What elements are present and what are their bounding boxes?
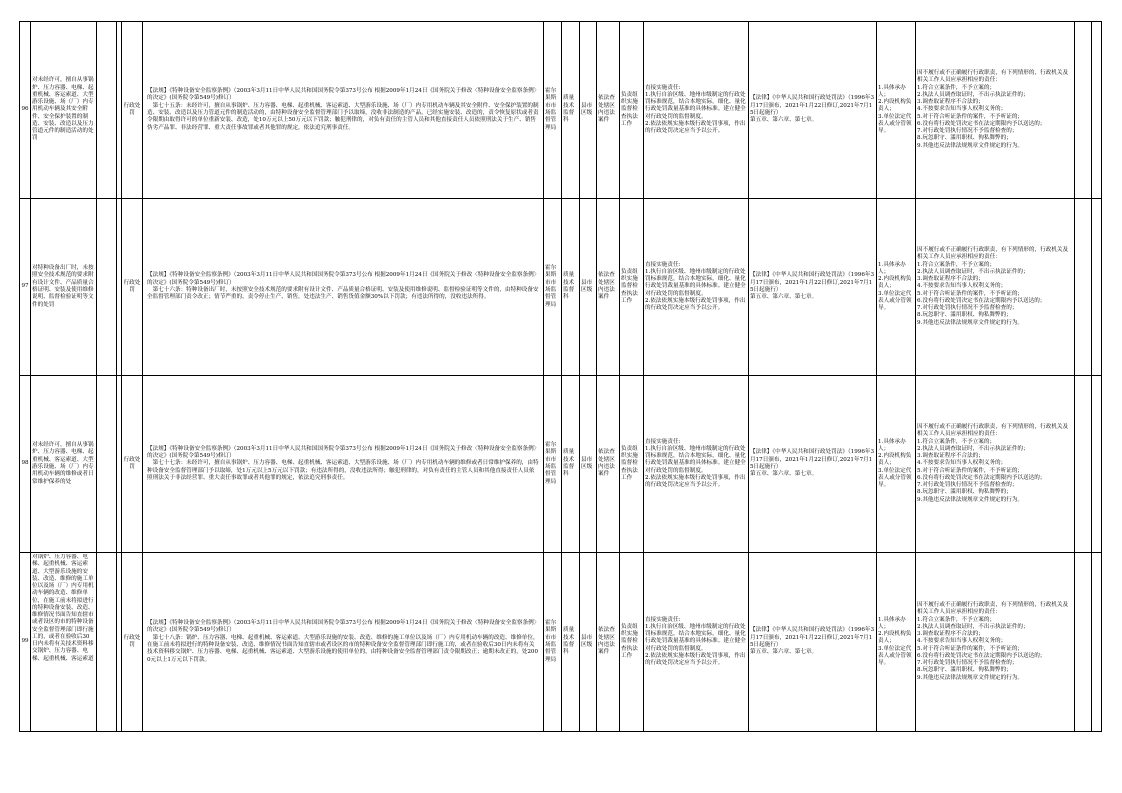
responsible-subjects: 1.具体承办人； 2.内设机构负责人； 3.单位法定代表人或分管领导。 xyxy=(877,22,916,199)
empty-cell xyxy=(1092,553,1102,732)
responsibility-items: 直接实施责任: 1.执行自治区级、地州市级制定的行政处罚标准规范，结合本地实际，细化、量化行政处罚裁量基准的具体标准。建立健全对行政处罚的监督制度。 2.依法依规实施本级行政处罚事项，作出的行政处罚决定应当予以公开。 xyxy=(644,22,749,199)
penalty-item-name: 对特种设备出厂时，未按照安全技术规范的要求附有设计文件、产品质量合格证明、安装及使用维修说明、监督检验证明等文件的处罚 xyxy=(31,199,97,376)
row-number: 96 xyxy=(20,22,31,199)
table-row xyxy=(20,553,1102,732)
responsible-subjects: 1.具体承办人； 2.内设机构负责人； 3.单位法定代表人或分管领导。 xyxy=(877,199,916,376)
empty-cell xyxy=(1075,376,1092,553)
jurisdiction-scope: 依法查处辖区内违法案件 xyxy=(597,553,620,732)
duty-description: 负责组织实施监督检查执法工作 xyxy=(620,376,644,553)
legal-basis: 【法规】《特种设备安全监察条例》（2003年3月11日中华人民共和国国务院令第373号公布 根据2009年1月24日《国务院关于修改〈特种设备安全监察条例〉的决定》(国务院令第549号)修订） 第七十七条：未经许可，擅自从事锅炉、压力容器、电梯、起重机械、客运索道、大型游乐设施、场（厂）内专用机动车辆的维修或者日常维护保养的，由特种设备安全监督管理部门予以取缔，处1万元以上5万元以下罚款；有违法所得的，没收违法所得；触犯刑律的，对负有责任的主管人员和其他直接责任人员依照刑法关于非法经营罪、重大责任事故罪或者其他罪的规定，依法追究刑事责任。 xyxy=(143,376,544,553)
responsibility-items: 直接实施责任: 1.执行自治区级、地州市级制定的行政处罚标准规范，结合本地实际，细化、量化行政处罚裁量基准的具体标准。建立健全对行政处罚的监督制度。 2.依法依规实施本级行政处罚事项，作出的行政处罚决定应当予以公开。 xyxy=(644,553,749,732)
jurisdiction-scope: 依法查处辖区内违法案件 xyxy=(597,376,620,553)
duty-description: 负责组织实施监督检查执法工作 xyxy=(620,199,644,376)
implementing-department: 霍尔果斯市市场监督管理局 xyxy=(544,376,562,553)
responsible-subjects: 1.具体承办人； 2.内设机构负责人； 3.单位法定代表人或分管领导。 xyxy=(877,553,916,732)
power-type: 行政处罚 xyxy=(122,553,143,732)
row-number: 97 xyxy=(20,199,31,376)
responsible-office: 质量技术监督科 xyxy=(562,553,580,732)
accountability-circumstances: 因不履行或不正确履行行政职责，有下列情形的，行政机关及相关工作人员应承担相应的责任： 1.符合立案条件，不予立案的； 2.执法人员调查取证时，不出示执法证件的； 3.调查取证程序不合法的； 4.不按要求告知当事人权利义务的； 5.对于符合听证条件的案件，不予听证的； 6.没有将行政处罚决定书在法定期限内予以送达的； 7.对行政处罚执行情况不予监督检查的； 8.玩忽职守、滥用职权、徇私舞弊的； 9.其他违反法律法规规章文件规定的行为。 xyxy=(916,376,1075,553)
responsible-office: 质量技术监督科 xyxy=(562,376,580,553)
responsible-office: 质量技术监督科 xyxy=(562,199,580,376)
responsibility-items: 直接实施责任: 1.执行自治区级、地州市级制定的行政处罚标准规范，结合本地实际，细化、量化行政处罚裁量基准的具体标准。建立健全对行政处罚的监督制度。 2.依法依规实施本级行政处罚事项，作出的行政处罚决定应当予以公开。 xyxy=(644,199,749,376)
empty-cell xyxy=(97,199,117,376)
row-number: 98 xyxy=(20,376,31,553)
responsibility-items: 直接实施责任: 1.执行自治区级、地州市级制定的行政处罚标准规范，结合本地实际，细化、量化行政处罚裁量基准的具体标准。建立健全对行政处罚的监督制度。 2.依法依规实施本级行政处罚事项，作出的行政处罚决定应当予以公开。 xyxy=(644,376,749,553)
empty-cell xyxy=(1092,199,1102,376)
table-row xyxy=(20,22,1102,199)
accountability-law: 【法律】《中华人民共和国行政处罚法》（1996年3月17日颁布，2021年1月22日修订,2021年7月15日起施行） 第五章、第六章、第七章。 xyxy=(749,376,877,553)
duty-description: 负责组织实施监督检查执法工作 xyxy=(620,22,644,199)
legal-basis: 【法规】《特种设备安全监察条例》（2003年3月11日中华人民共和国国务院令第373号公布 根据2009年1月24日《国务院关于修改〈特种设备安全监察条例〉的决定》(国务院令第549号)修订） 第七十八条：锅炉、压力容器、电梯、起重机械、客运索道、大型游乐设施的安装、改造、维修的施工单位以及场（厂）内专用机动车辆的改造、维修单位，在施工前未将拟进行的特种设备安装、改造、维修情况书面告知直辖市或者设区的市的特种设备安全监督管理部门即行施工的，或者在验收后30日内未将有关技术资料移交锅炉、压力容器、电梯、起重机械、客运索道、大型游乐设施的使用单位的，由特种设备安全监督管理部门责令限期改正；逾期未改正的，处2000元以上1万元以下罚款。 xyxy=(143,553,544,732)
implementing-department: 霍尔果斯市市场监督管理局 xyxy=(544,553,562,732)
administrative-level: 县市区级 xyxy=(580,22,597,199)
row-number: 99 xyxy=(20,553,31,732)
empty-cell xyxy=(1075,553,1092,732)
accountability-circumstances: 因不履行或不正确履行行政职责，有下列情形的，行政机关及相关工作人员应承担相应的责任： 1.符合立案条件，不予立案的； 2.执法人员调查取证时，不出示执法证件的； 3.调查取证程序不合法的； 4.不按要求告知当事人权利义务的； 5.对于符合听证条件的案件，不予听证的； 6.没有将行政处罚决定书在法定期限内予以送达的； 7.对行政处罚执行情况不予监督检查的； 8.玩忽职守、滥用职权、徇私舞弊的； 9.其他违反法律法规规章文件规定的行为。 xyxy=(916,199,1075,376)
power-type: 行政处罚 xyxy=(122,376,143,553)
administrative-level: 县市区级 xyxy=(580,199,597,376)
penalty-item-name: 对未经许可，擅自从事锅炉、压力容器、电梯、起重机械、客运索道、大型游乐设施、场（厂）内专用机动车辆的维修或者日常维护保养的处 xyxy=(31,376,97,553)
responsible-subjects: 1.具体承办人； 2.内设机构负责人； 3.单位法定代表人或分管领导。 xyxy=(877,376,916,553)
administrative-level: 县市区级 xyxy=(580,376,597,553)
implementing-department: 霍尔果斯市市场监督管理局 xyxy=(544,22,562,199)
table-row xyxy=(20,376,1102,553)
empty-cell xyxy=(1075,22,1092,199)
power-type: 行政处罚 xyxy=(122,199,143,376)
jurisdiction-scope: 依法查处辖区内违法案件 xyxy=(597,199,620,376)
empty-cell xyxy=(1092,376,1102,553)
legal-basis: 【法规】《特种设备安全监察条例》（2003年3月11日中华人民共和国国务院令第373号公布 根据2009年1月24日《国务院关于修改〈特种设备安全监察条例〉的决定》(国务院令第549号)修订） 第七十六条：特种设备出厂时，未按照安全技术规范的要求附有设计文件、产品质量合格证明、安装及使用维修说明、监督检验证明等文件的，由特种设备安全监督管理部门责令改正；情节严重的，责令停止生产、销售，处违法生产、销售货值金额30%以下罚款；有违法所得的，没收违法所得。 xyxy=(143,199,544,376)
accountability-circumstances: 因不履行或不正确履行行政职责，有下列情形的，行政机关及相关工作人员应承担相应的责任： 1.符合立案条件，不予立案的； 2.执法人员调查取证时，不出示执法证件的； 3.调查取证程序不合法的； 4.不按要求告知当事人权利义务的； 5.对于符合听证条件的案件，不予听证的； 6.没有将行政处罚决定书在法定期限内予以送达的； 7.对行政处罚执行情况不予监督检查的； 8.玩忽职守、滥用职权、徇私舞弊的； 9.其他违反法律法规规章文件规定的行为。 xyxy=(916,22,1075,199)
empty-cell xyxy=(97,553,117,732)
penalty-item-name: 对锅炉、压力容器、电梯、起重机械、客运索道、大型游乐设施的安装、改造、维修的施工单位以及场（厂）内专用机动车辆的改造、维修单位，在施工前未将拟进行的特种设备安装、改造、维修情况书面告知直辖市或者设区的市的特种设备安全监督管理部门即行施工的，或者在验收后30日内未将有关技术资料移交锅炉、压力容器、电梯、起重机械、客运索道 xyxy=(31,553,97,732)
power-type: 行政处罚 xyxy=(122,22,143,199)
table-row xyxy=(20,199,1102,376)
responsible-office: 质量技术监督科 xyxy=(562,22,580,199)
implementing-department: 霍尔果斯市市场监督管理局 xyxy=(544,199,562,376)
administrative-level: 县市区级 xyxy=(580,553,597,732)
jurisdiction-scope: 依法查处辖区内违法案件 xyxy=(597,22,620,199)
empty-cell xyxy=(97,376,117,553)
legal-basis: 【法规】《特种设备安全监察条例》（2003年3月11日中华人民共和国国务院令第373号公布 根据2009年1月24日《国务院关于修改〈特种设备安全监察条例〉的决定》(国务院令第549号)修订） 第七十五条：未经许可，擅自从事锅炉、压力容器、电梯、起重机械、客运索道、大型游乐设施、场（厂）内专用机动车辆及其安全附件、安全保护装置的制造、安装、改造以及压力管道元件的制造活动的，由特种设备安全监督管理部门予以取缔，没收非法制造的产品，已经实施安装、改造的，责令恢复原状或者责令限期由取得许可的单位重新安装、改造，处10万元以上50万元以下罚款；触犯刑律的，对负有责任的主管人员和其他直接责任人员依照刑法关于生产、销售伪劣产品罪、非法经营罪、重大责任事故罪或者其他罪的规定，依法追究刑事责任。 xyxy=(143,22,544,199)
penalty-list-table xyxy=(19,21,1102,732)
accountability-law: 【法律】《中华人民共和国行政处罚法》（1996年3月17日颁布，2021年1月22日修订,2021年7月15日起施行） 第五章、第六章、第七章。 xyxy=(749,199,877,376)
accountability-law: 【法律】《中华人民共和国行政处罚法》（1996年3月17日颁布，2021年1月22日修订,2021年7月15日起施行） 第五章、第六章、第七章。 xyxy=(749,22,877,199)
penalty-item-name: 对未经许可，擅自从事锅炉、压力容器、电梯、起重机械、客运索道、大型游乐设施、场（厂）内专用机动车辆及其安全附件、安全保护装置的制造、安装、改造以及压力管道元件的制造活动的处罚 xyxy=(31,22,97,199)
accountability-circumstances: 因不履行或不正确履行行政职责，有下列情形的，行政机关及相关工作人员应承担相应的责任： 1.符合立案条件，不予立案的； 2.执法人员调查取证时，不出示执法证件的； 3.调查取证程序不合法的； 4.不按要求告知当事人权利义务的； 5.对于符合听证条件的案件，不予听证的； 6.没有将行政处罚决定书在法定期限内予以送达的； 7.对行政处罚执行情况不予监督检查的； 8.玩忽职守、滥用职权、徇私舞弊的； 9.其他违反法律法规规章文件规定的行为。 xyxy=(916,553,1075,732)
empty-cell xyxy=(1075,199,1092,376)
empty-cell xyxy=(1092,22,1102,199)
duty-description: 负责组织实施监督检查执法工作 xyxy=(620,553,644,732)
accountability-law: 【法律】《中华人民共和国行政处罚法》（1996年3月17日颁布，2021年1月22日修订,2021年7月15日起施行） 第五章、第六章、第七章。 xyxy=(749,553,877,732)
empty-cell xyxy=(97,22,117,199)
